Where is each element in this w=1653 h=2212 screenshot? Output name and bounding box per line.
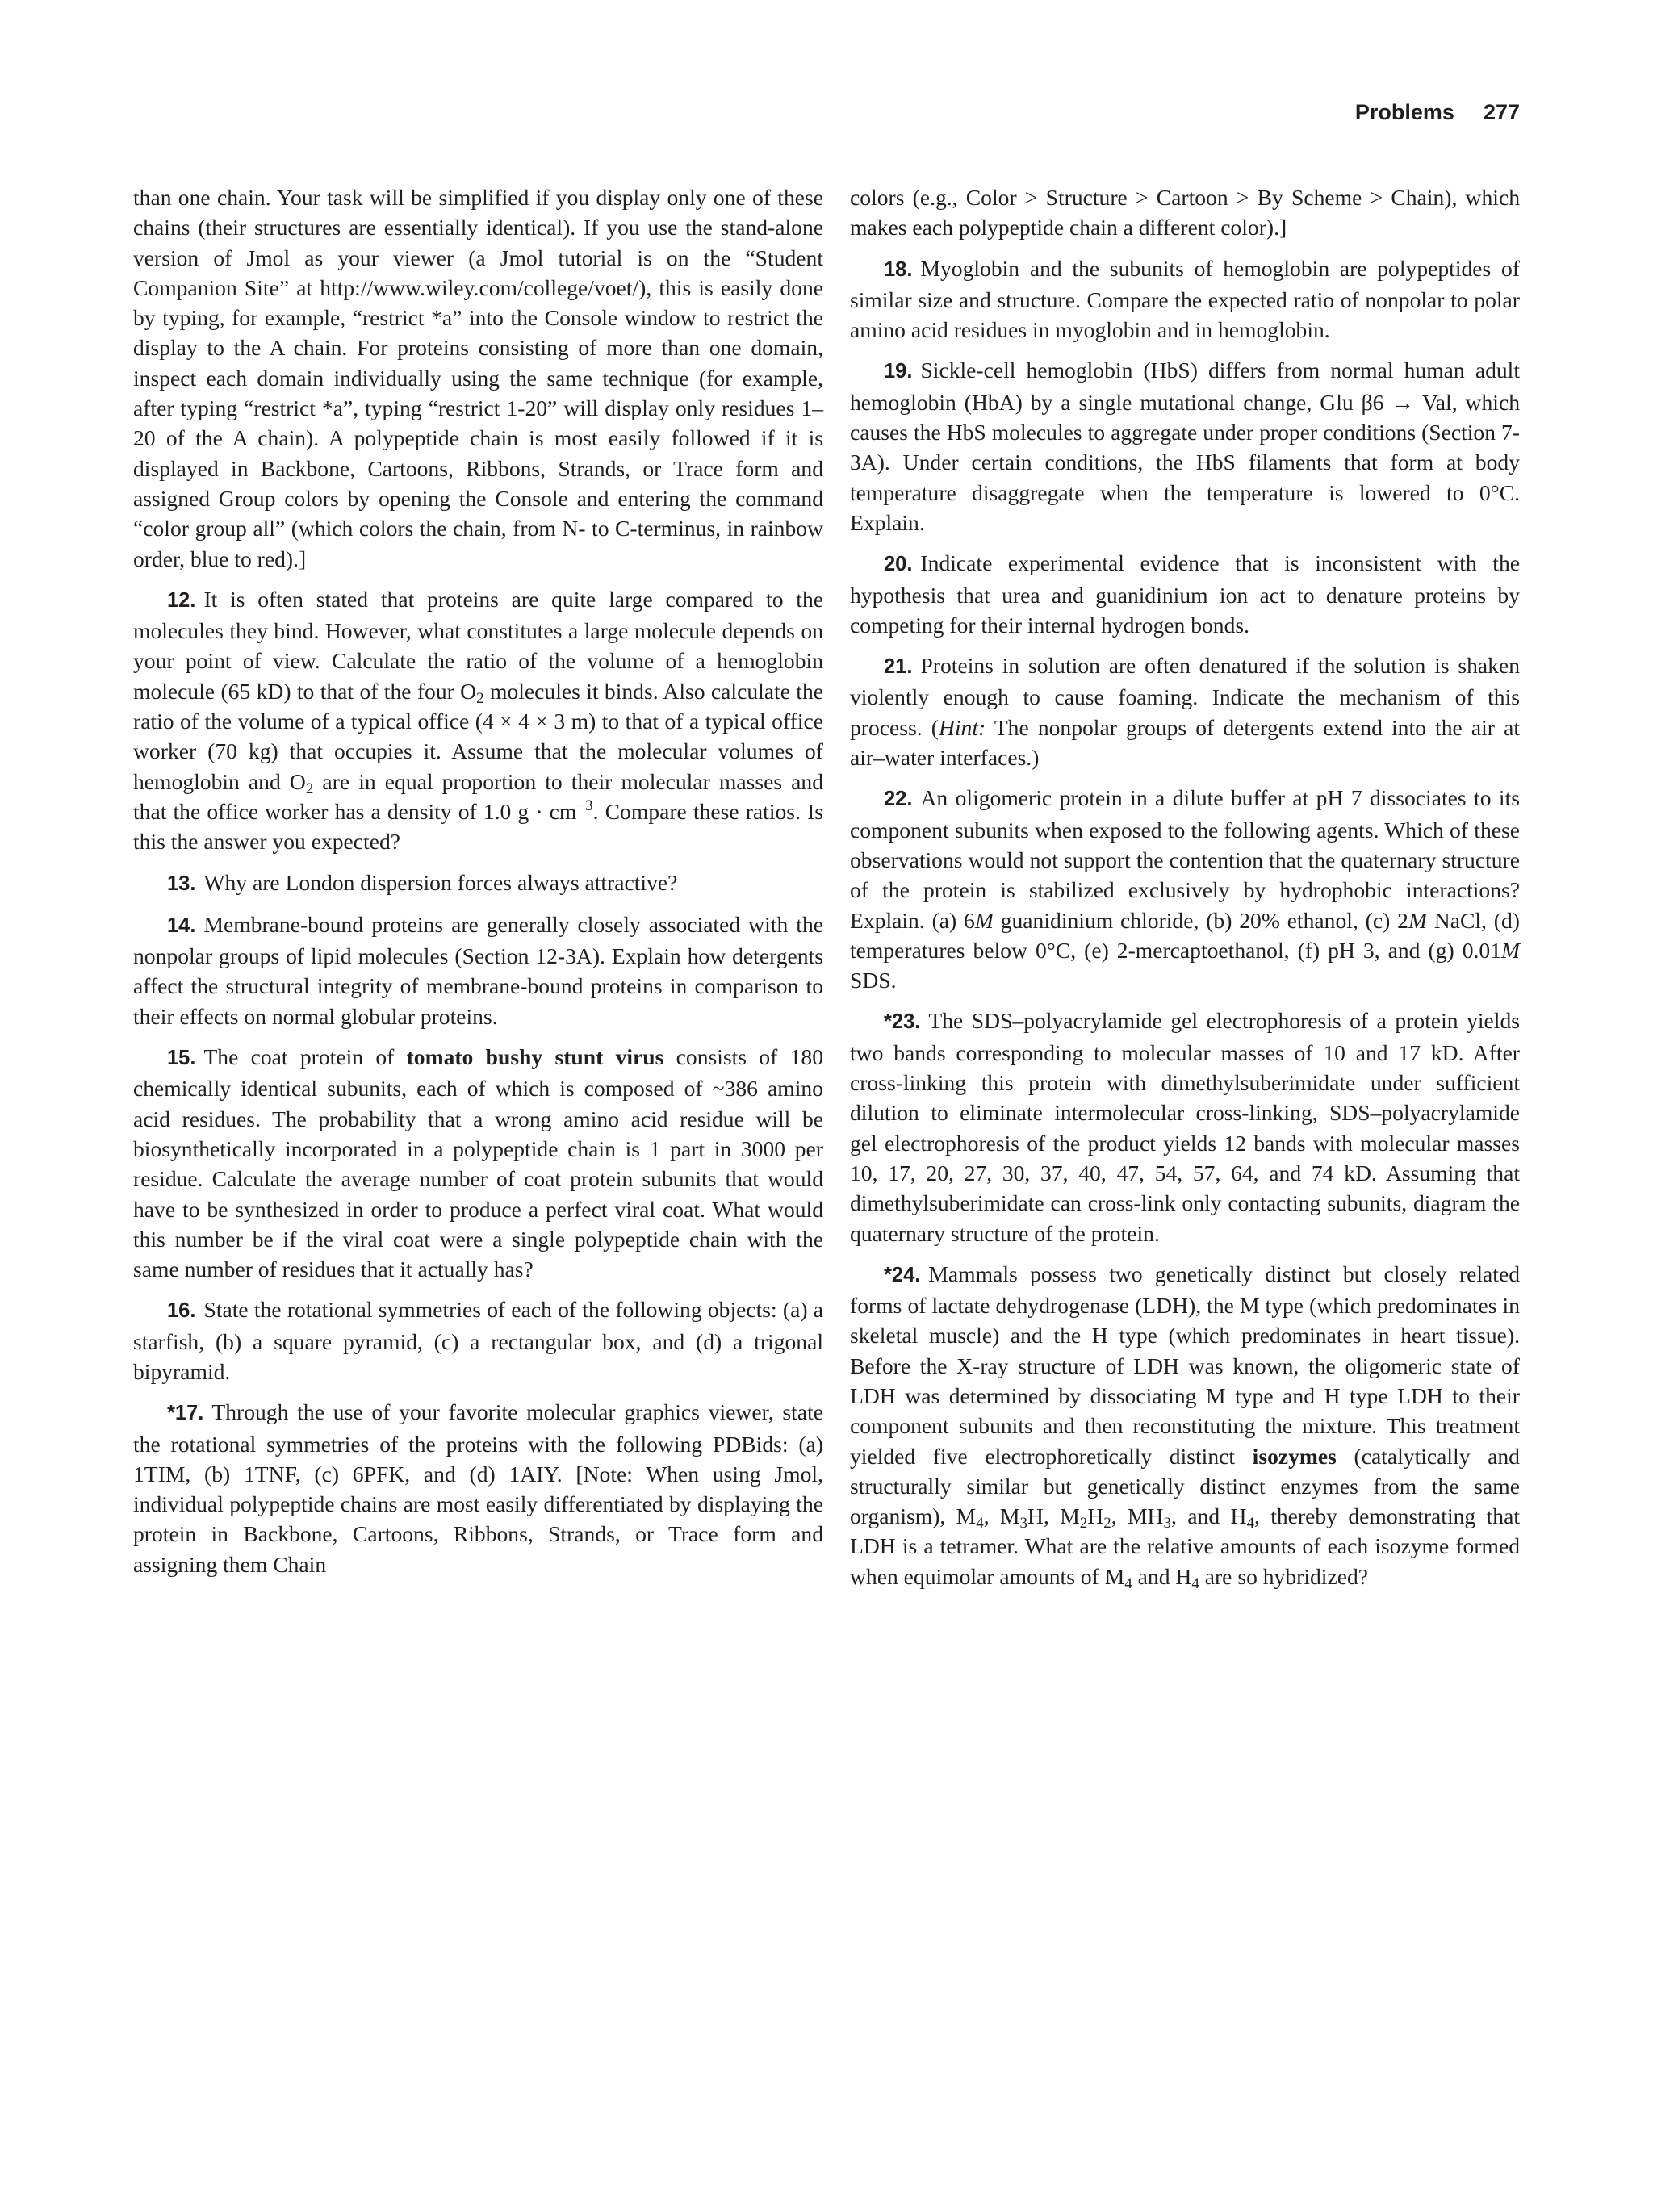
problem-number: *17. [167, 1402, 204, 1425]
problem-number: 16. [167, 1299, 196, 1323]
page-number: 277 [1483, 100, 1520, 124]
problem-number: *23. [884, 1010, 921, 1034]
problem-number: 18. [884, 257, 913, 281]
problem-21: 21. Proteins in solution are often denatured if the solution is shaken violently enough to cause foaming. Indicate the mechanism of this process. (Hint: The nonpolar groups of detergents extend into the air at air–water interfaces.) [850, 653, 1520, 771]
problem-15: 15. The coat protein of tomato bushy stunt virus consists of 180 chemically identical subunits, each of which is composed of ~386 amino acid residues. The probability that a wrong amino acid residue will be biosynthetically incorporated in a polypeptide chain is 1 part in 3000 per residue. Calculate the average number of coat protein subunits that would have to be synthesized in order to produce a perfect viral coat. What would this number be if the viral coat were a single polypeptide chain with the same number of residues that it actually has? [133, 1044, 823, 1282]
key-term: tomato bushy stunt virus [406, 1044, 664, 1070]
key-term: isozymes [1252, 1443, 1337, 1469]
problem-23: *23. The SDS–polyacrylamide gel electrophoresis of a protein yields two bands corresponding to molecular masses of 10 and 17 kD. After cross-linking this protein with dimethylsuberimidate under sufficient dilution to eliminate intermolecular cross-linking, SDS–polyacrylamide gel electrophoresis of the product yields 12 bands with molecular masses 10, 17, 20, 27, 30, 37, 40, 47, 54, 57, 64, and 74 kD. Assuming that dimethylsuberimidate can cross-link only contacting subunits, diagram the quaternary structure of the protein. [850, 1008, 1520, 1246]
continued-text: colors (e.g., Color > Structure > Cartoon > By Scheme > Chain), which makes each polypeptide chain a different color).] [850, 185, 1520, 240]
problem-16: 16. State the rotational symmetries of each of the following objects: (a) a starfish, (b) a square pyramid, (c) a rectangular box, and (d) a trigonal bipyramid. [133, 1297, 823, 1384]
problem-17: *17. Through the use of your favorite molecular graphics viewer, state the rotational symmetries of the proteins with the following PDBids: (a) 1TIM, (b) 1TNF, (c) 6PFK, and (d) 1AIY. [Note: When using Jmol, individual polypeptide chains are most easily differentiated by displaying the protein in Backbone, Cartoons, Ribbons, Strands, or Trace form and assigning them Chain [133, 1399, 823, 1577]
problem-number: 22. [884, 788, 913, 811]
problem-number: 19. [884, 360, 913, 383]
problem-18: 18. Myoglobin and the subunits of hemoglobin are polypeptides of similar size and structure. Compare the expected ratio of nonpolar to polar amino acid residues in myoglobin and in hemoglobin. [850, 255, 1520, 343]
section-title: Problems [1354, 100, 1454, 124]
problem-number: 12. [167, 588, 196, 612]
problem-14: 14. Membrane-bound proteins are generally closely associated with the nonpolar groups of lipid molecules (Section 12-3A). Explain how detergents affect the structural integrity of membrane-bound proteins in comparison to their effects on normal globular proteins. [133, 911, 823, 1029]
problem-22: 22. An oligomeric protein in a dilute buffer at pH 7 dissociates to its component subunits when exposed to the following agents. Which of these observations would not support the contention that the quaternary structure of the protein is stabilized exclusively by hydrophobic interactions? Explain. (a) 6M guanidinium chloride, (b) 20% ethanol, (c) 2M NaCl, (d) temperatures below 0°C, (e) 2-mercaptoethanol, (f) pH 3, and (g) 0.01M SDS. [850, 785, 1520, 993]
problem-number: 20. [884, 553, 913, 576]
continued-text: than one chain. Your task will be simplified if you display only one of these chains (their structures are essentially identical). If you use the stand-alone version of Jmol as your viewer (a Jmol tutorial is on the “Student Companion Site” at http://www.wiley.com/college/voet/), this is easily done by typing, for example, “restrict *a” into the Console window to restrict the display to the A chain. For proteins consisting of more than one domain, inspect each domain individually using the same technique (for example, after typing “restrict *a”, typing “restrict 1-20” will display only residues 1–20 of the A chain). A polypeptide chain is most easily followed if it is displayed in Backbone, Cartoons, Ribbons, Strands, or Trace form and assigned Group colors by opening the Console and entering the command “color group all” (which colors the chain, from N- to C-terminus, in rainbow order, blue to red).] [133, 185, 823, 571]
right-column [850, 182, 1520, 1602]
problem-24: *24. Mammals possess two genetically distinct but closely related forms of lactate dehydrogenase (LDH), the M type (which predominates in skeletal muscle) and the H type (which predominates in heart tissue). Before the X-ray structure of LDH was known, the oligomeric state of LDH was determined by dissociating M type and H type LDH to their component subunits and then reconstituting the mixture. This treatment yielded five electrophoretically distinct isozymes (catalytically and structurally similar but genetically distinct enzymes from the same organism), $M_4$, $M_3H$, $M_2H_2$, $MH_3$, and $H_4$, thereby demonstrating that LDH is a tetramer. What are the relative amounts of each isozyme formed when equimolar amounts of $M_4$ and $H_4$ are so hybridized? [850, 1261, 1520, 1592]
problem-13: 13. Why are London dispersion forces always attractive? [167, 869, 678, 895]
problem-number: 14. [167, 914, 196, 937]
problem-number: *24. [884, 1263, 921, 1286]
problem-20: 20. Indicate experimental evidence that is inconsistent with the hypothesis that urea and guanidinium ion act to denature proteins by competing for their internal hydrogen bonds. [850, 550, 1520, 638]
left-column [133, 182, 823, 1590]
running-header [1355, 100, 1520, 125]
problem-number: 21. [884, 655, 913, 679]
problem-19: 19. Sickle-cell hemoglobin (HbS) differs from normal human adult hemoglobin (HbA) by a single mutational change, Glu β6 → Val, which causes the HbS molecules to aggregate under proper conditions (Section 7-3A). Under certain conditions, the HbS filaments that form at body temperature disaggregate when the temperature is lowered to 0°C. Explain. [850, 358, 1520, 535]
problem-number: 13. [167, 872, 196, 895]
problem-number: 15. [167, 1047, 196, 1070]
problem-12: 12. It is often stated that proteins are quite large compared to the molecules they bind. However, what constitutes a large molecule depends on your point of view. Calculate the ratio of the volume of a hemoglobin molecule (65 kD) to that of the four $O_2$ molecules it binds. Also calculate the ratio of the volume of a typical office (4 × 4 × 3 m) to that of a typical office worker (70 kg) that occupies it. Assume that the molecular volumes of hemoglobin and $O_2$ are in equal proportion to their molecular masses and that the office worker has a density of 1.0 $g \cdot cm^{-3}$. Compare these ratios. Is this the answer you expected? [133, 586, 824, 855]
